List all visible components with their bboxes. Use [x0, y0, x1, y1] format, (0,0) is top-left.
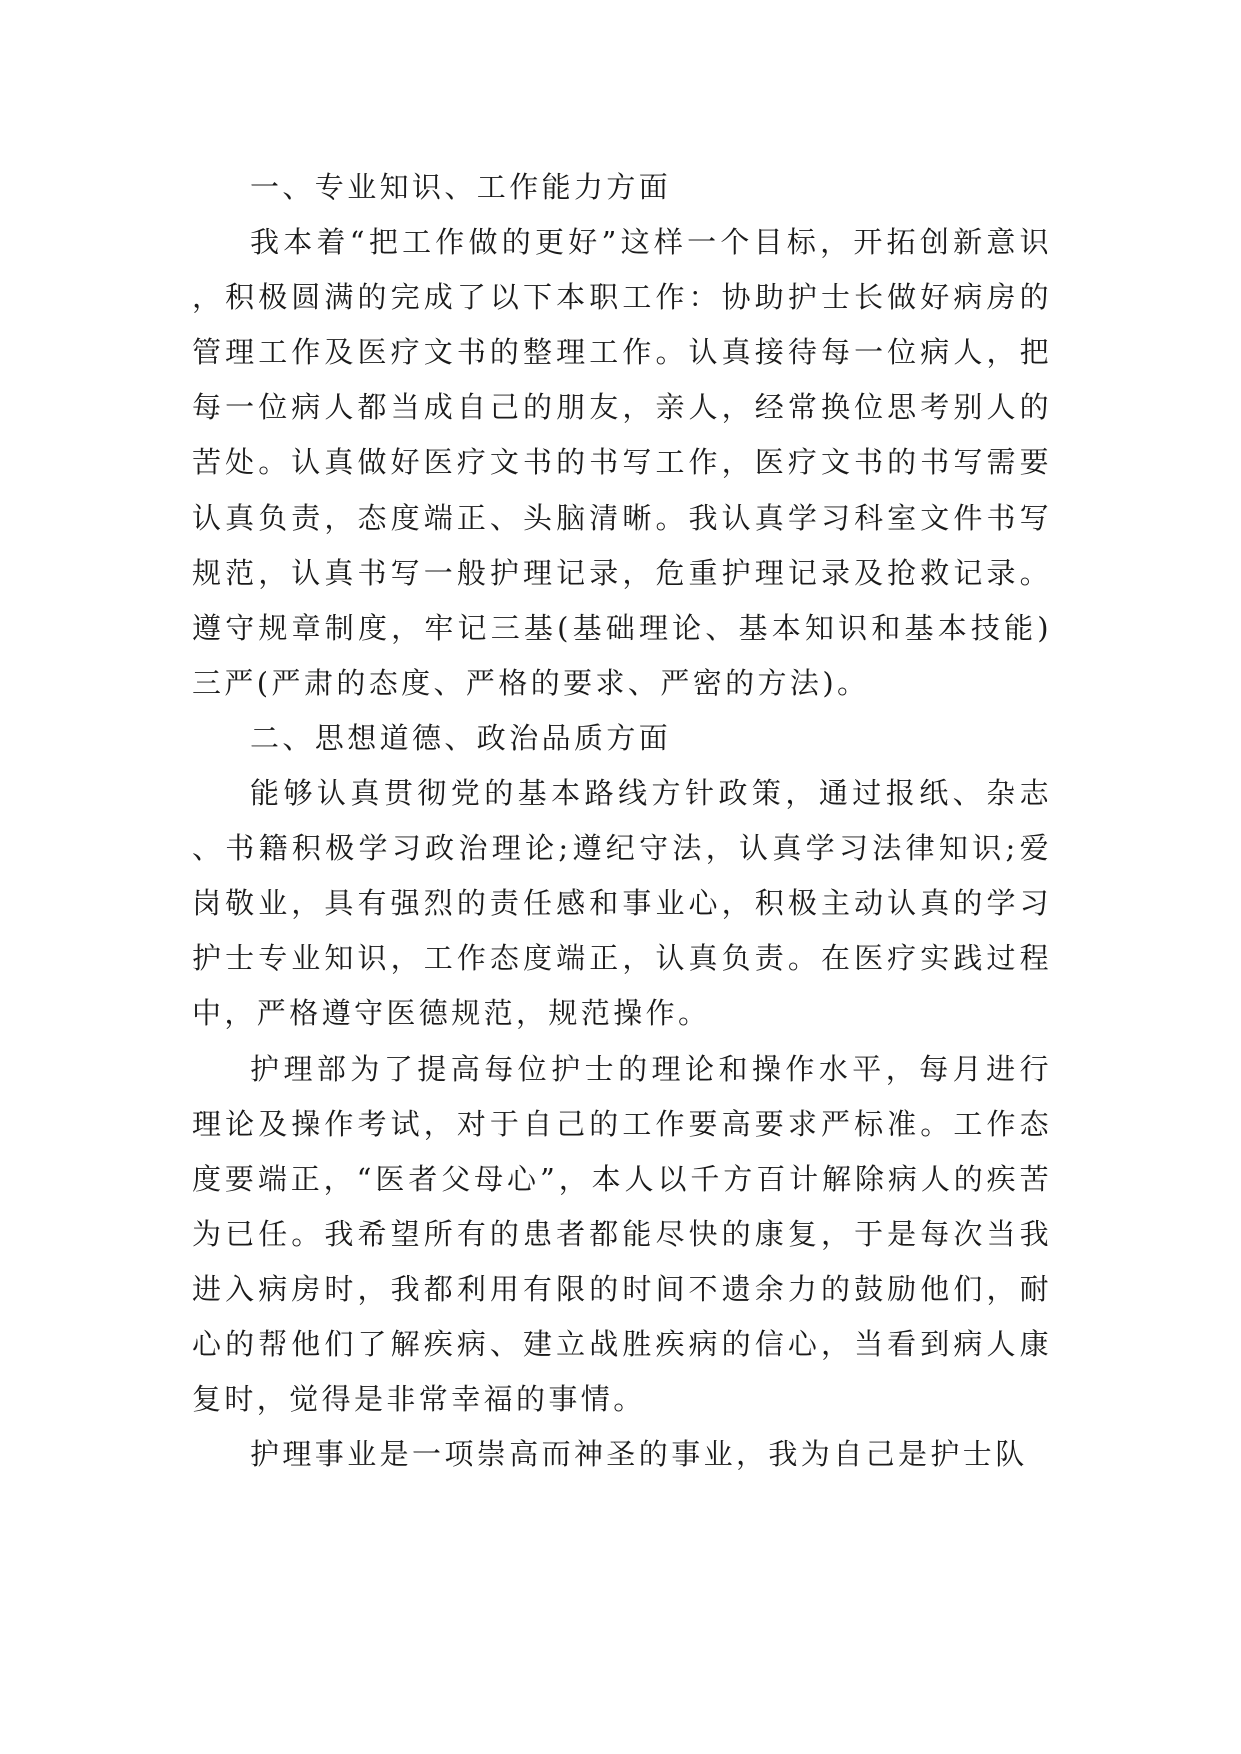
paragraph-professional-work: 我本着“把工作做的更好”这样一个目标，开拓创新意识，积极圆满的完成了以下本职工作：协助护士长做好病房的管理工作及医疗文书的整理工作。认真接待每一位病人，把每一位病人都当成自己的朋友，亲人，经常换位思考别人的苦处。认真做好医疗文书的书写工作，医疗文书的书写需要认真负责，态度端正、头脑清晰。我认真学习科室文件书写规范，认真书写一般护理记录，危重护理记录及抢救记录。遵守规章制度，牢记三基(基础理论、基本知识和基本技能)三严(严肃的态度、严格的要求、严密的方法)。 [192, 225, 1052, 700]
paragraph-nursing-career: 护理事业是一项崇高而神圣的事业，我为自己是护士队 [250, 1437, 1028, 1472]
section-heading-ideology: 二、思想道德、政治品质方面 [250, 720, 672, 755]
paragraph-nursing-training: 护理部为了提高每位护士的理论和操作水平，每月进行理论及操作考试，对于自己的工作要高要求严标准。工作态度要端正，“医者父母心”，本人以千方百计解除病人的疾苦为已任。我希望所有的患者都能尽快的康复，于是每次当我进入病房时，我都利用有限的时间不遗余力的鼓励他们，耐心的帮他们了解疾病、建立战胜疾病的信心，当看到病人康复时，觉得是非常幸福的事情。 [192, 1051, 1052, 1417]
section-heading-professional: 一、专业知识、工作能力方面 [250, 170, 672, 204]
document-body [192, 160, 1052, 1482]
paragraph-ideology: 能够认真贯彻党的基本路线方针政策，通过报纸、杂志、书籍积极学习政治理论;遵纪守法，认真学习法律知识;爱岗敬业，具有强烈的责任感和事业心，积极主动认真的学习护士专业知识，工作态度端正，认真负责。在医疗实践过程中，严格遵守医德规范，规范操作。 [192, 776, 1052, 1031]
